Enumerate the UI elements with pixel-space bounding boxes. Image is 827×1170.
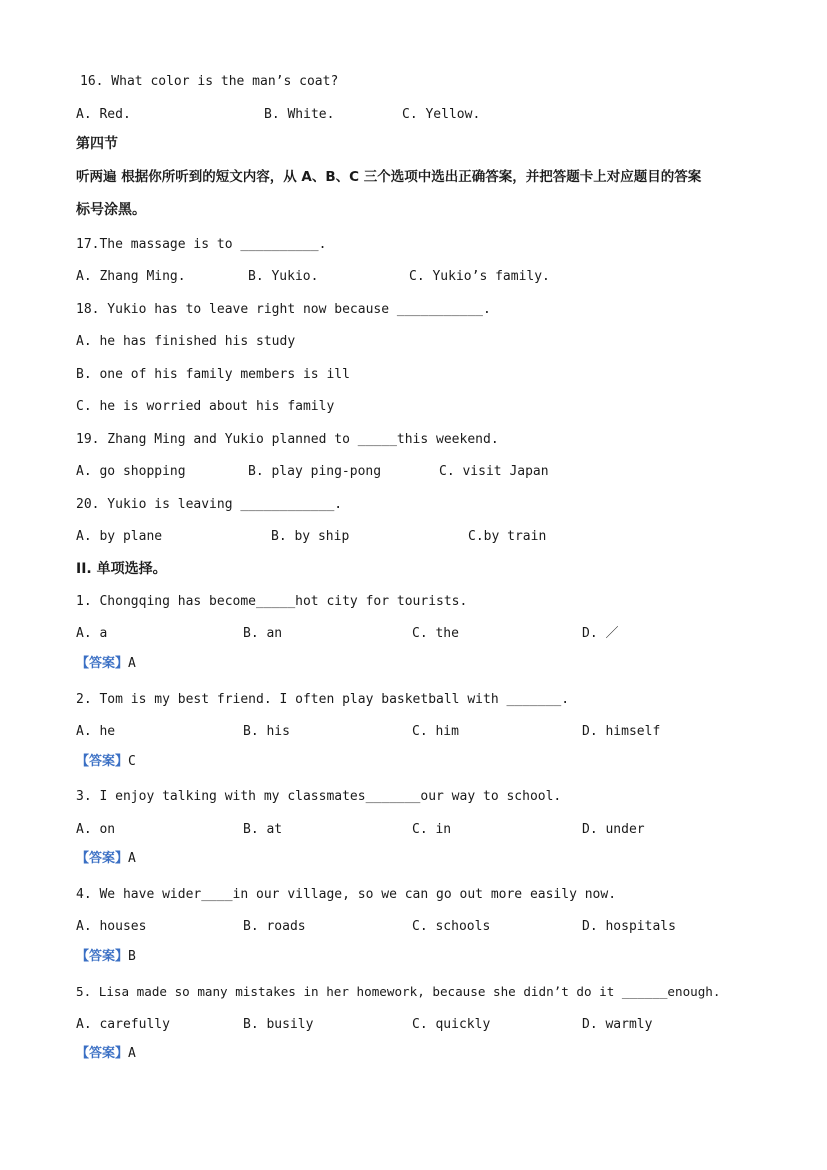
single-choice-1-option-d: D. ／ <box>582 626 619 641</box>
single-choice-2-option-b: B. his <box>243 724 290 739</box>
question-17-option-b: B. Yukio. <box>248 269 319 284</box>
question-20-option-c: C.by train <box>468 529 547 544</box>
single-choice-4-option-a: A. houses <box>76 919 147 934</box>
question-17-option-a: A. Zhang Ming. <box>76 269 186 284</box>
answer-tag: 【答案】 <box>76 851 129 866</box>
answer-value: A <box>128 851 136 866</box>
question-17-option-c: C. Yukio’s family. <box>409 269 550 284</box>
answer-tag: 【答案】 <box>76 949 129 964</box>
question-19-option-a: A. go shopping <box>76 464 186 479</box>
single-choice-2-answer <box>76 754 136 770</box>
single-choice-3-answer <box>76 851 136 867</box>
question-18-option-c: C. he is worried about his family <box>76 399 335 414</box>
single-choice-2-option-c: C. him <box>412 724 459 739</box>
question-16-option-b: B. White. <box>264 107 335 122</box>
single-choice-5-stem: 5. Lisa made so many mistakes in her homework, because she didn’t do it ______enough. <box>76 984 721 999</box>
question-19-option-c: C. visit Japan <box>439 464 549 479</box>
single-choice-4-option-d: D. hospitals <box>582 919 676 934</box>
section-4-instruction-cont: 标号涂黑。 <box>76 202 146 218</box>
single-choice-3-option-c: C. in <box>412 822 452 837</box>
section-4-title: 第四节 <box>76 136 118 152</box>
single-choice-2-option-a: A. he <box>76 724 116 739</box>
single-choice-1-answer <box>76 656 136 672</box>
answer-tag: 【答案】 <box>76 656 129 671</box>
answer-tag: 【答案】 <box>76 1046 129 1061</box>
answer-value: B <box>128 949 136 964</box>
single-choice-1-stem: 1. Chongqing has become_____hot city for tourists. <box>76 594 468 609</box>
single-choice-5-option-c: C. quickly <box>412 1017 491 1032</box>
single-choice-4-stem: 4. We have wider____in our village, so we can go out more easily now. <box>76 887 617 902</box>
single-choice-2-option-d: D. himself <box>582 724 661 739</box>
single-choice-3-option-d: D. under <box>582 822 645 837</box>
single-choice-5-option-b: B. busily <box>243 1017 314 1032</box>
single-choice-3-stem: 3. I enjoy talking with my classmates_______our way to school. <box>76 789 562 804</box>
question-16-option-c: C. Yellow. <box>402 107 481 122</box>
answer-tag: 【答案】 <box>76 754 129 769</box>
question-19-option-b: B. play ping-pong <box>248 464 382 479</box>
question-16-stem: 16. What color is the man’s coat? <box>80 74 339 89</box>
answer-value: A <box>128 1046 136 1061</box>
question-20-stem: 20. Yukio is leaving ____________. <box>76 497 343 512</box>
question-18-option-b: B. one of his family members is ill <box>76 367 350 382</box>
single-choice-2-stem: 2. Tom is my best friend. I often play basketball with _______. <box>76 692 570 707</box>
answer-value: C <box>128 754 136 769</box>
single-choice-3-option-b: B. at <box>243 822 283 837</box>
single-choice-1-option-b: B. an <box>243 626 283 641</box>
question-18-stem: 18. Yukio has to leave right now because ___________. <box>76 302 491 317</box>
part-2-title: II. 单项选择。 <box>76 561 167 577</box>
section-4-instruction: 听两遍 根据你所听到的短文内容，从 A、B、C 三个选项中选出正确答案，并把答题卡上对应题目的答案 <box>76 169 702 185</box>
question-20-option-a: A. by plane <box>76 529 163 544</box>
answer-value: A <box>128 656 136 671</box>
single-choice-4-option-b: B. roads <box>243 919 306 934</box>
single-choice-5-answer <box>76 1046 136 1062</box>
single-choice-5-option-a: A. carefully <box>76 1017 170 1032</box>
question-16-option-a: A. Red. <box>76 107 131 122</box>
single-choice-3-option-a: A. on <box>76 822 116 837</box>
single-choice-1-option-c: C. the <box>412 626 459 641</box>
question-20-option-b: B. by ship <box>271 529 350 544</box>
question-19-stem: 19. Zhang Ming and Yukio planned to _____this weekend. <box>76 432 499 447</box>
single-choice-4-option-c: C. schools <box>412 919 491 934</box>
single-choice-5-option-d: D. warmly <box>582 1017 653 1032</box>
single-choice-1-option-a: A. a <box>76 626 108 641</box>
question-18-option-a: A. he has finished his study <box>76 334 296 349</box>
question-17-stem: 17.The massage is to __________. <box>76 237 327 252</box>
single-choice-4-answer <box>76 949 136 965</box>
